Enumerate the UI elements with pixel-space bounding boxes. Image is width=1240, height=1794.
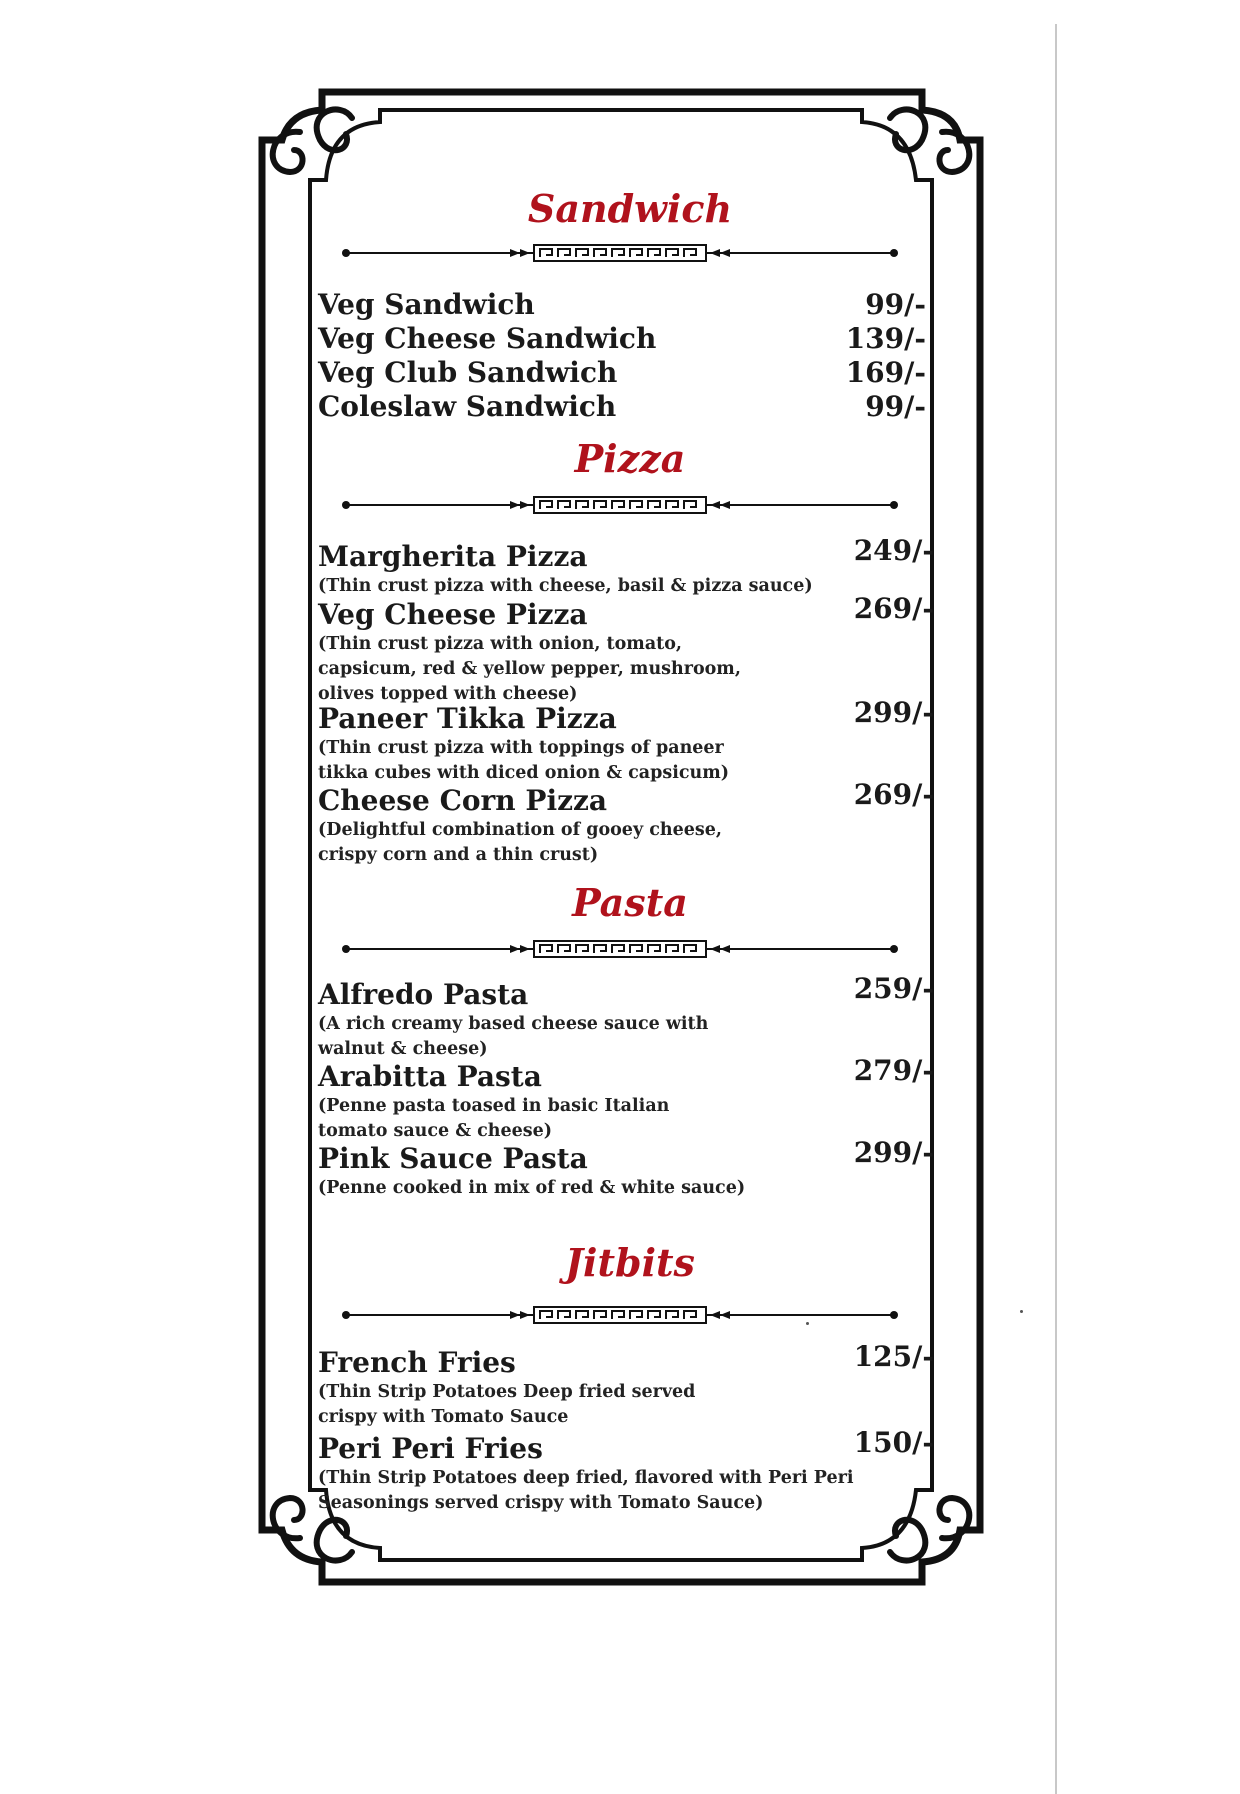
item-description: (Thin crust pizza with onion, tomato, capsicum, red & yellow pepper, mushroom, olives topped with cheese) [318,634,741,704]
item-price: 269/- [853,778,934,811]
item-description: (Thin Strip Potatoes Deep fried served crispy with Tomato Sauce [318,1382,696,1427]
ornamental-divider [340,940,900,958]
item-name: Veg Club Sandwich [318,356,618,389]
item-name: Veg Cheese Sandwich [318,322,657,355]
item-description: (Thin Strip Potatoes deep fried, flavored with Peri Peri Seasonings served crispy with Tomato Sauce) [318,1468,854,1513]
menu-item [318,1426,948,1516]
item-name: Alfredo Pasta [318,978,529,1011]
item-name: Arabitta Pasta [318,1060,542,1093]
menu-item [318,322,938,356]
section-title-jitbits: Jitbits [565,1240,695,1285]
section-title-sandwich: Sandwich [527,186,733,231]
ornamental-divider [340,244,900,262]
ornamental-divider [340,496,900,514]
item-price: 269/- [853,592,934,625]
menu-item [318,592,948,707]
item-price: 279/- [853,1054,934,1087]
item-name: Margherita Pizza [318,540,588,573]
menu-item [318,778,948,868]
item-description: (Delightful combination of gooey cheese, crispy corn and a thin crust) [318,820,722,865]
item-price: 249/- [853,534,934,567]
section-title-pizza: Pizza [574,436,686,481]
item-name: Coleslaw Sandwich [318,390,617,423]
menu-item [318,696,948,786]
menu-item [318,534,948,599]
item-name: Cheese Corn Pizza [318,784,608,817]
item-price: 299/- [853,1136,934,1169]
item-name: French Fries [318,1346,516,1379]
menu-item [318,1136,948,1201]
item-description: (Thin crust pizza with cheese, basil & pizza sauce) [318,576,813,596]
item-description: (Penne cooked in mix of red & white sauce) [318,1178,746,1198]
item-price: 259/- [853,972,934,1005]
item-name: Paneer Tikka Pizza [318,702,617,735]
menu-item [318,356,938,390]
item-name: Veg Cheese Pizza [318,598,588,631]
item-price: 99/- [865,390,926,423]
scan-speck [1020,1310,1023,1313]
menu-item [318,972,948,1062]
menu-item [318,390,938,424]
item-description: (A rich creamy based cheese sauce with walnut & cheese) [318,1014,709,1059]
item-price: 150/- [853,1426,934,1459]
item-name: Peri Peri Fries [318,1432,543,1465]
item-description: (Thin crust pizza with toppings of paneer tikka cubes with diced onion & capsicum) [318,738,730,783]
menu-item [318,1340,948,1430]
item-price: 125/- [853,1340,934,1373]
item-description: (Penne pasta toased in basic Italian tomato sauce & cheese) [318,1096,670,1141]
menu-item [318,288,938,322]
item-price: 139/- [845,322,926,355]
menu-item [318,1054,948,1144]
ornamental-divider [340,1306,900,1324]
item-name: Pink Sauce Pasta [318,1142,588,1175]
section-title-pasta: Pasta [572,880,688,925]
item-name: Veg Sandwich [318,288,535,321]
scan-speck [806,1322,809,1325]
item-price: 299/- [853,696,934,729]
item-price: 99/- [865,288,926,321]
item-price: 169/- [845,356,926,389]
